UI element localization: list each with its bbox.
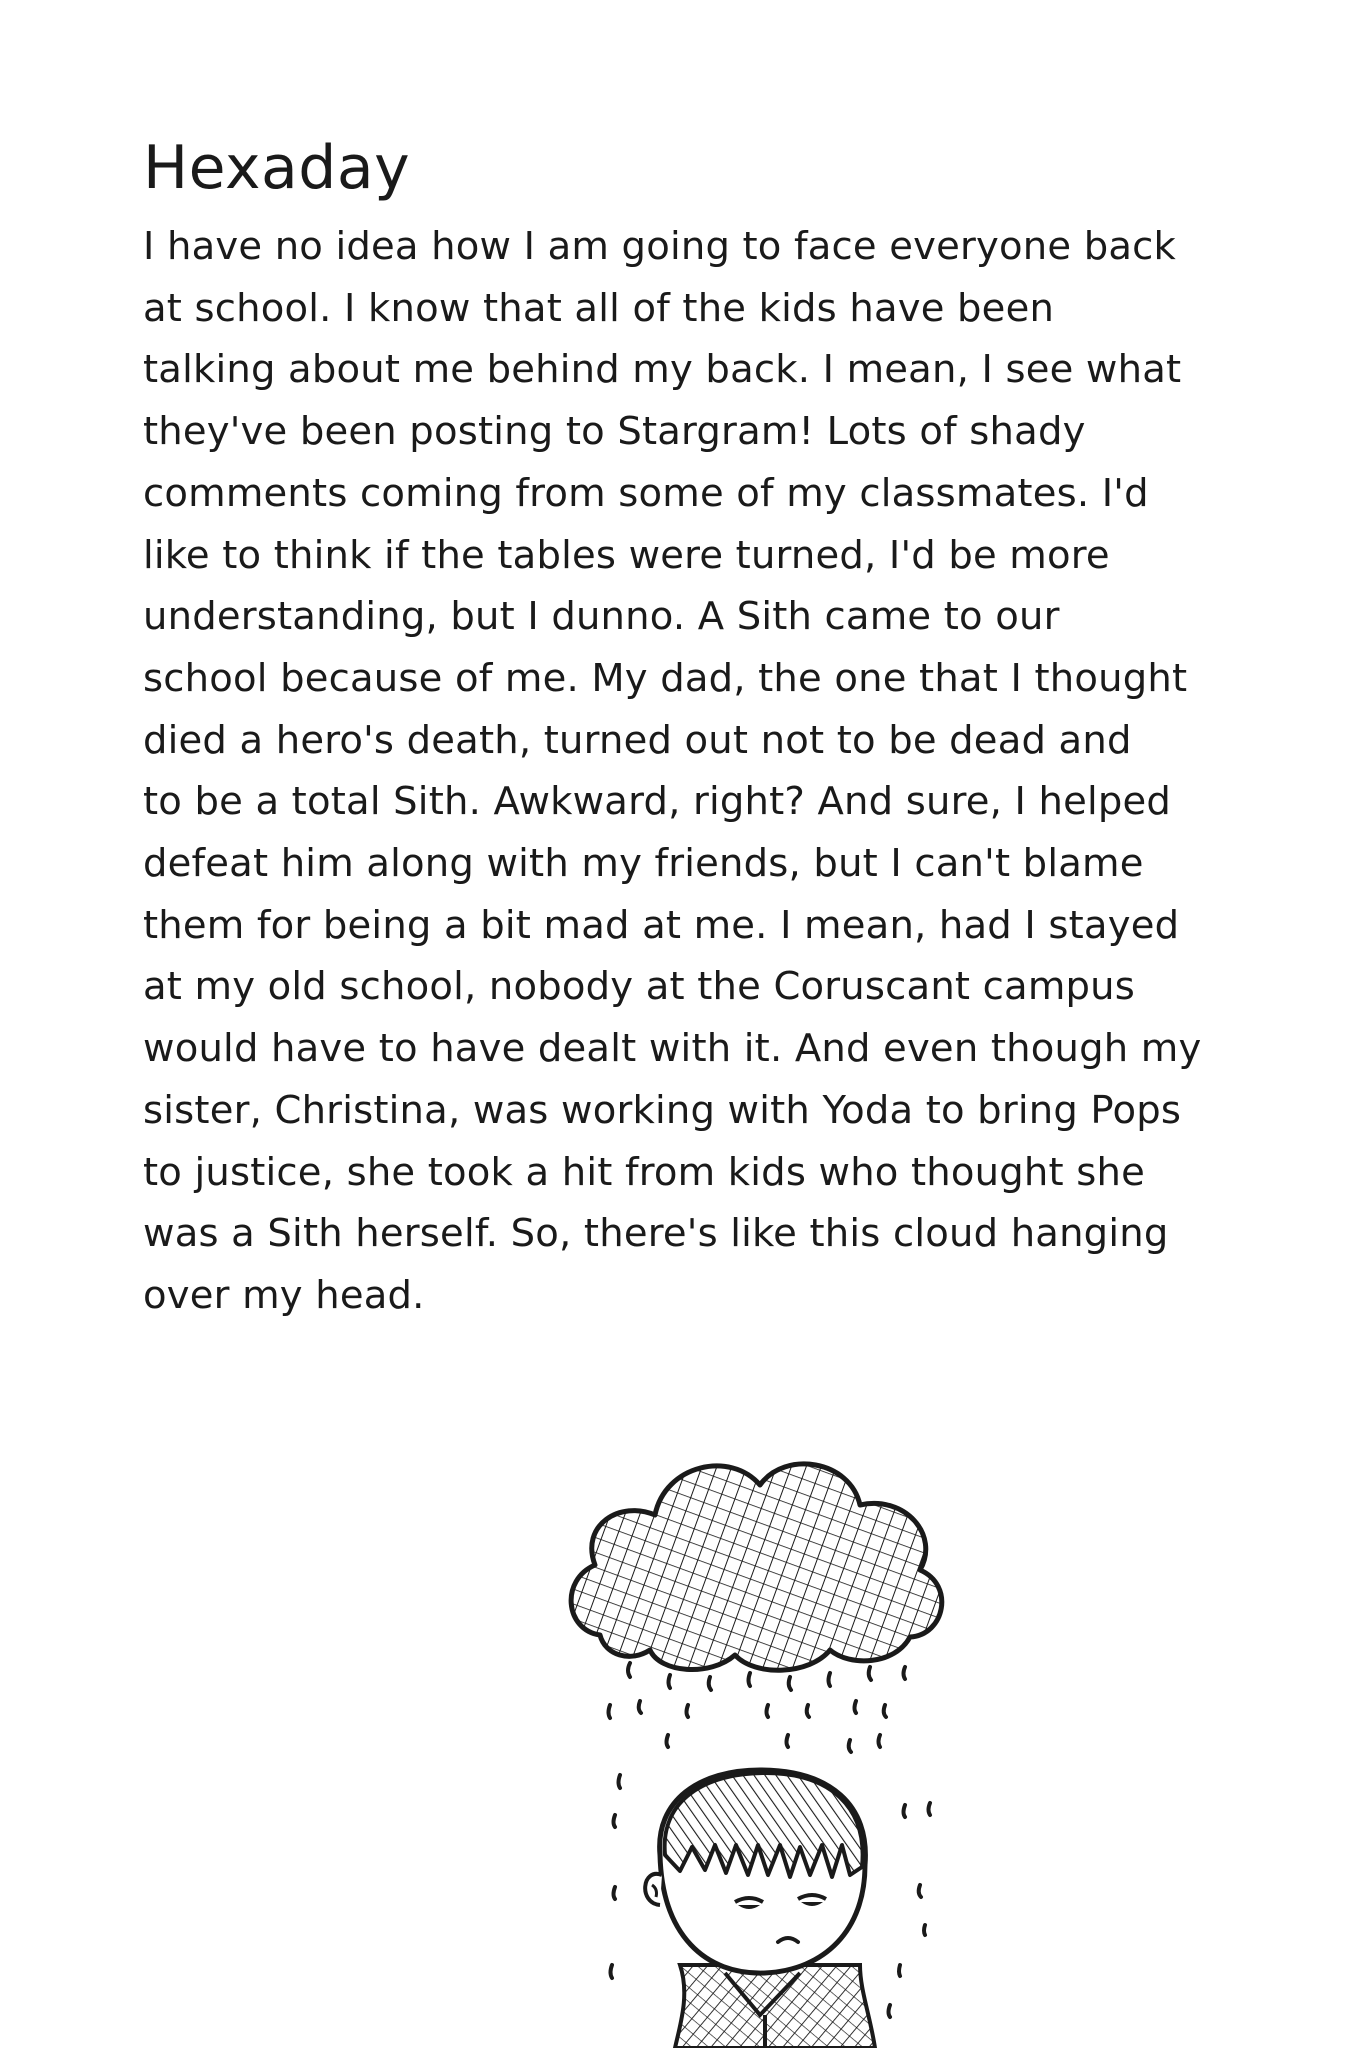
entry-line: to be a total Sith. Awkward, right? And sure, I helped bbox=[143, 779, 1172, 825]
entry-line: over my head. bbox=[143, 1272, 425, 1318]
entry-line: to justice, she took a hit from kids who thought she bbox=[143, 1149, 1145, 1195]
entry-line: comments coming from some of my classmates. I'd bbox=[143, 470, 1149, 516]
entry-line: understanding, but I dunno. A Sith came to our bbox=[143, 594, 1060, 640]
entry-line: would have to have dealt with it. And even though my bbox=[143, 1026, 1202, 1072]
entry-heading: Hexaday bbox=[143, 133, 411, 203]
entry-line: talking about me behind my back. I mean, I see what bbox=[143, 347, 1182, 393]
entry-body bbox=[143, 216, 1253, 1327]
entry-line: at my old school, nobody at the Coruscant campus bbox=[143, 964, 1136, 1010]
entry-line: died a hero's death, turned out not to be dead and bbox=[143, 717, 1132, 763]
sad-boy-icon bbox=[645, 1770, 875, 2048]
rain-cloud-icon bbox=[571, 1464, 942, 1670]
entry-line: school because of me. My dad, the one that I thought bbox=[143, 655, 1188, 701]
sad-boy-under-rain-cloud-illustration bbox=[560, 1405, 1000, 2048]
entry-line: they've been posting to Stargram! Lots of shady bbox=[143, 409, 1086, 455]
entry-line: defeat him along with my friends, but I can't blame bbox=[143, 841, 1144, 887]
entry-line: sister, Christina, was working with Yoda to bring Pops bbox=[143, 1087, 1182, 1133]
entry-line: them for being a bit mad at me. I mean, had I stayed bbox=[143, 902, 1180, 948]
entry-line: I have no idea how I am going to face everyone back bbox=[143, 224, 1176, 269]
entry-line: was a Sith herself. So, there's like this cloud hanging bbox=[143, 1211, 1169, 1257]
entry-line: at school. I know that all of the kids have been bbox=[143, 285, 1055, 331]
entry-line: like to think if the tables were turned, I'd be more bbox=[143, 532, 1110, 578]
